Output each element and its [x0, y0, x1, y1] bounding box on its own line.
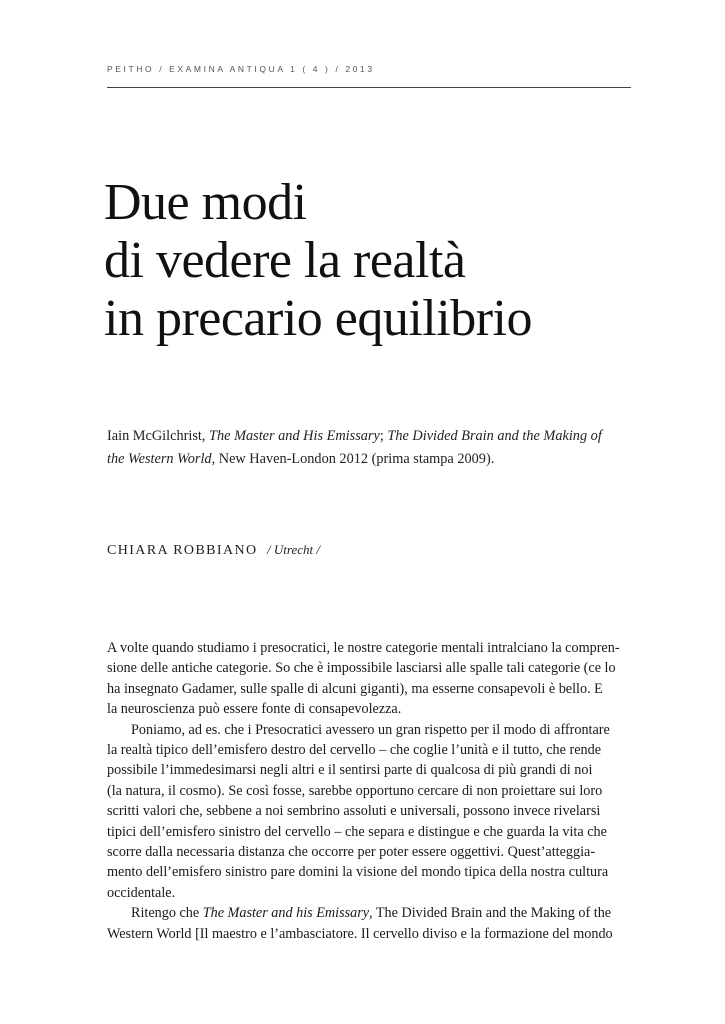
body-line: possibile l’immedesimarsi negli altri e il sentirsi parte di qualcosa di più grandi di noi: [107, 762, 593, 779]
book-reference-line-2: [107, 448, 637, 471]
title-line-3: in precario equilibrio: [104, 290, 532, 347]
body-text: [107, 638, 631, 944]
paragraph-3: [107, 903, 631, 944]
book-author: Iain McGilchrist,: [107, 428, 210, 444]
paragraph-2: [107, 720, 631, 904]
body-line: sione delle antiche categorie. So che è impossibile lasciarsi alle spalle tali categorie (ce lo: [107, 660, 616, 677]
p3-start: Ritengo che: [131, 905, 203, 922]
book-reference: [107, 425, 637, 471]
body-line: A volte quando studiamo i presocratici, le nostre categorie mentali intralciano la compren-: [107, 640, 620, 656]
body-line: tipici dell’emisfero sinistro del cervello – che separa e distingue e che guarda la vita che: [107, 823, 607, 840]
body-line: la realtà tipico dell’emisfero destro del cervello – che coglie l’unità e il tutto, che rende: [107, 742, 601, 759]
article-title: [104, 174, 664, 348]
book-reference-line-1: [107, 425, 637, 448]
body-line: ha insegnato Gadamer, sulle spalle di alcuni giganti), ma esserne consapevoli è bello. E: [107, 680, 603, 697]
body-line: occidentale.: [107, 884, 176, 901]
author-line: [107, 542, 320, 559]
author-name: CHIARA ROBBIANO: [107, 543, 258, 558]
book-separator: ;: [379, 428, 388, 444]
paragraph-1: [107, 638, 631, 720]
title-line-1: Due modi: [104, 174, 307, 231]
title-line-2: di vedere la realtà: [104, 232, 466, 289]
body-line: [107, 903, 631, 923]
book-subtitle-part-2: the Western World: [107, 451, 212, 467]
p3-book-title: The Master and his Emissary: [202, 905, 370, 922]
body-line: (la natura, il cosmo). Se così fosse, sarebbe opportuno cercare di non proiettare sui loro: [107, 782, 603, 799]
header-rule: [107, 87, 631, 88]
book-subtitle-part-1: The Divided Brain and the Making of: [387, 428, 602, 444]
body-line: scritti valori che, sebbene a noi sembrino assoluti e universali, possono invece rivelarsi: [107, 803, 601, 820]
body-line: mento dell’emisfero sinistro pare domini la visione del mondo tipica della nostra cultura: [107, 864, 609, 881]
body-line: la neuroscienza può essere fonte di consapevolezza.: [107, 701, 402, 718]
book-publication: , New Haven-London 2012 (prima stampa 2009).: [211, 451, 495, 467]
body-line: scorre dalla necessaria distanza che occorre per poter essere oggettivi. Quest’atteggia-: [107, 844, 596, 861]
running-head: PEITHO / EXAMINA ANTIQUA 1 ( 4 ) / 2013: [107, 64, 375, 74]
author-affiliation: / Utrecht /: [267, 542, 320, 557]
body-line: Poniamo, ad es. che i Presocratici avessero un gran rispetto per il modo di affrontare: [131, 721, 610, 738]
body-line: Western World [Il maestro e l’ambasciatore. Il cervello diviso e la formazione del mondo: [107, 925, 613, 942]
book-title: The Master and His Emissary: [209, 428, 380, 444]
p3-rest: , The Divided Brain and the Making of the: [369, 905, 612, 922]
